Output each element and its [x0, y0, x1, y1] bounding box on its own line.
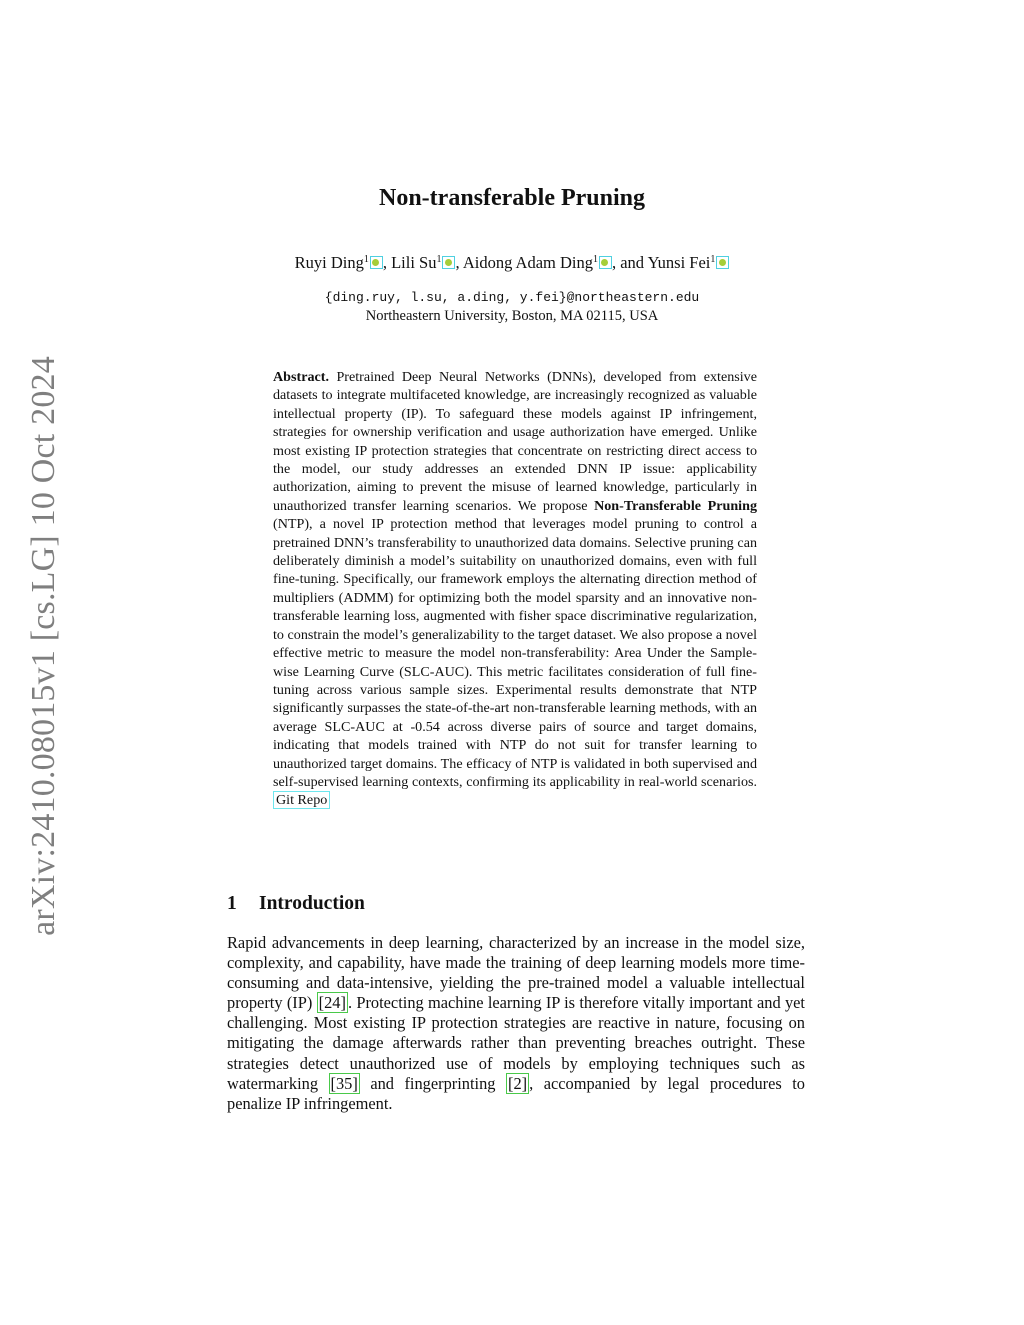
author-separator: ,	[382, 253, 392, 272]
orcid-icon[interactable]	[599, 256, 612, 269]
author-list	[0, 253, 1024, 273]
affiliation: Northeastern University, Boston, MA 02115, USA	[365, 308, 659, 324]
abstract-label: Abstract.	[273, 369, 329, 385]
author-name: Ruyi Ding	[294, 253, 364, 272]
orcid-icon[interactable]	[370, 256, 383, 269]
author-affiliation-mark: 1	[363, 254, 369, 265]
author-affiliation-mark: 1	[592, 254, 598, 265]
intro-text-part-3: and fingerprinting	[359, 1073, 506, 1093]
author-name: Yunsi Fei	[647, 253, 711, 272]
orcid-icon[interactable]	[716, 256, 729, 269]
orcid-icon[interactable]	[442, 256, 455, 269]
intro-text-part-2: . Protecting machine learning IP is therefore vitally important and yet challenging. Most existing IP protection strategies are reactive in nature, focusing on mitigating the damage afterwards rather than preventing breaches outright. These strategies detect unauthorized use of models by employing techniques such as watermarking	[227, 993, 805, 1093]
citation-link[interactable]: [35]	[330, 1073, 358, 1093]
citation-link[interactable]: [24]	[318, 993, 346, 1013]
abstract-text-part-2: (NTP), a novel IP protection method that leverages model pruning to control a pretrained DNN’s transferability to unauthorized data domains. Selective pruning can deliberately diminish a model’s suitability on unauthorized domains, even with full fine-tuning. Specifically, our framework employs the alternating direction method of multipliers (ADMM) for optimizing both the model sparsity and an innovative non-transferable learning loss, augmented with fisher space discriminative regularization, to constrain the model’s generalizability to the target dataset. We also propose a novel effective metric to measure the model non-transferability: Area Under the Sample-wise Learning Curve (SLC-AUC). This metric facilitates consideration of full fine-tuning across various sample sizes. Experimental results demonstrate that NTP significantly surpasses the state-of-the-art non-transferable learning methods, with an average SLC-AUC at -0.54 across diverse pairs of source and target domains, indicating that models trained with NTP do not suit for transfer learning to unauthorized target domains. The efficacy of NTP is validated in both supervised and self-supervised learning contexts, confirming its applicability in real-world scenarios.	[273, 516, 757, 790]
introduction-paragraph	[227, 933, 805, 1114]
git-repo-link[interactable]: Git Repo	[273, 791, 330, 809]
author-separator: , and	[611, 253, 648, 272]
author-name: Lili Su	[391, 253, 437, 272]
section-title: Introduction	[259, 893, 365, 914]
paper-title: Non-transferable Pruning	[379, 185, 645, 211]
intro-text-part-4: , accompanied by legal procedures to penalize IP infringement.	[227, 1073, 805, 1113]
section-number: 1	[227, 893, 237, 914]
intro-text-part-1: Rapid advancements in deep learning, characterized by an increase in the model size, complexity, and capability, have made the training of deep learning models more time-consuming and data-intensive, yielding the pre-trained model a valuable intellectual property (IP)	[227, 933, 805, 1013]
author-emails: {ding.ruy, l.su, a.ding, y.fei}@northeastern.edu	[324, 290, 700, 305]
abstract-bold-term: Non-Transferable Pruning	[594, 497, 757, 514]
arxiv-identifier: arXiv:2410.08015v1 [cs.LG] 10 Oct 2024	[25, 356, 62, 936]
author-separator: ,	[455, 253, 463, 272]
abstract	[273, 368, 757, 810]
author-affiliation-mark: 1	[436, 254, 442, 265]
citation-link[interactable]: [2]	[508, 1073, 528, 1093]
section-heading-introduction	[227, 893, 365, 915]
author-name: Aidong Adam Ding	[462, 253, 593, 272]
author-affiliation-mark: 1	[710, 254, 716, 265]
abstract-text-part-1: Pretrained Deep Neural Networks (DNNs), developed from extensive datasets to integrate multifaceted knowledge, are increasingly recognized as valuable intellectual property (IP). To safeguard these models against IP infringement, strategies for ownership verification and usage authorization have emerged. Unlike most existing IP protection strategies that concentrate on restricting direct access to the model, our study addresses an extended DNN IP issue: applicability authorization, aiming to prevent the misuse of learned knowledge, particularly in unauthorized transfer learning scenarios. We propose	[273, 369, 757, 514]
